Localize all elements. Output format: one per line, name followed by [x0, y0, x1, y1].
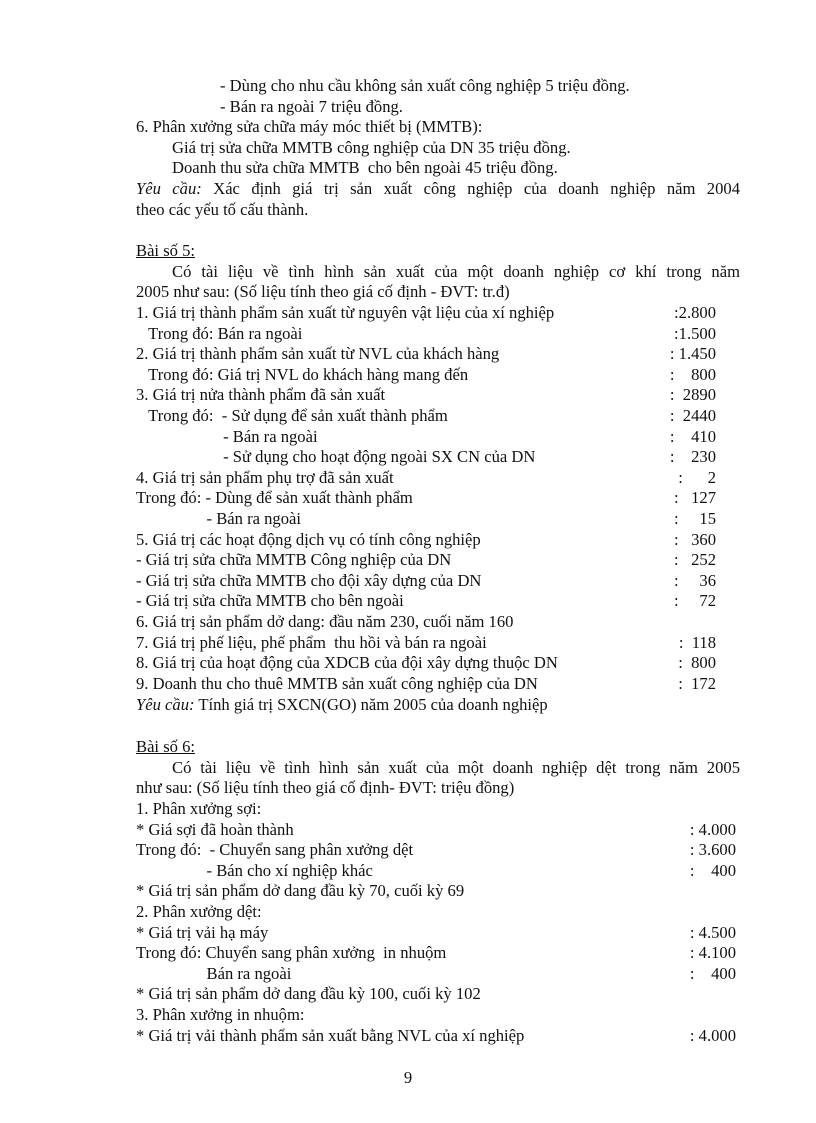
row-value: : 252: [674, 550, 716, 570]
row-label: - Giá trị sửa chữa MMTB cho bên ngoài: [136, 591, 404, 611]
row-label: 5. Giá trị các hoạt động dịch vụ có tính công nghiệp: [136, 529, 481, 549]
row-value: : 172: [678, 673, 716, 693]
text-line: Giá trị sửa chữa MMTB công nghiệp của DN 35 triệu đồng.: [172, 138, 571, 157]
row-value: : 360: [674, 529, 716, 549]
row-label: Bán ra ngoài: [136, 963, 292, 983]
exercise-5-intro: 2005 như sau: (Số liệu tính theo giá cố định - ĐVT: tr.đ): [136, 282, 510, 301]
row-label: - Sử dụng cho hoạt động ngoài SX CN của DN: [136, 447, 536, 467]
requirement-line: [136, 179, 740, 200]
row-value: : 127: [674, 488, 716, 508]
row-value: :2.800: [674, 303, 716, 322]
row-label: 4. Giá trị sản phẩm phụ trợ đã sản xuất: [136, 467, 394, 487]
requirement-text: Xác định giá trị sản xuất công nghiệp của doanh nghiệp năm 2004: [201, 179, 740, 198]
row-label: Trong đó: Giá trị NVL do khách hàng mang đến: [136, 364, 469, 384]
requirement-label: Yêu cầu:: [136, 179, 202, 198]
row-label: Trong đó: - Dùng để sản xuất thành phẩm: [136, 488, 413, 508]
row-value: : 410: [669, 426, 716, 446]
text-line: - Bán ra ngoài 7 triệu đồng.: [220, 97, 403, 116]
row-label: 7. Giá trị phế liệu, phế phẩm thu hồi và bán ra ngoài: [136, 632, 487, 652]
row-label: 2. Giá trị thành phẩm sản xuất từ NVL của khách hàng: [136, 344, 500, 364]
requirement-text: Tính giá trị SXCN(GO) năm 2005 của doanh nghiệp: [194, 695, 548, 714]
text-line: - Dùng cho nhu cầu không sản xuất công nghiệp 5 triệu đồng.: [220, 76, 630, 95]
row-value: : 1.450: [669, 344, 716, 364]
row-label: - Giá trị sửa chữa MMTB Công nghiệp của DN: [136, 550, 452, 570]
row-value: : 2890: [669, 385, 716, 405]
row-label: 2. Phân xưởng dệt:: [136, 902, 262, 921]
row-value: :1.500: [674, 323, 716, 343]
row-label: 1. Phân xưởng sợi:: [136, 799, 262, 818]
row-value: : 2: [678, 467, 716, 487]
row-value: : 118: [678, 632, 716, 652]
row-value: : 4.000: [689, 1025, 736, 1045]
row-label: - Bán cho xí nghiệp khác: [136, 860, 373, 880]
row-value: : 400: [689, 860, 736, 880]
exercise-5-requirement: [136, 695, 548, 716]
row-value: : 36: [674, 570, 716, 590]
row-label: 6. Giá trị sản phẩm dở dang: đầu năm 230, cuối năm 160: [136, 612, 514, 631]
row-label: - Giá trị sửa chữa MMTB cho đội xây dựng của DN: [136, 570, 482, 590]
text-line: theo các yếu tố cấu thành.: [136, 200, 309, 219]
row-value: : 4.000: [689, 819, 736, 839]
row-label: * Giá trị vải hạ máy: [136, 922, 269, 942]
row-label: Trong đó: Chuyển sang phân xưởng in nhuộm: [136, 943, 447, 963]
exercise-6-intro: Có tài liệu về tình hình sản xuất của một doanh nghiệp dệt trong năm 2005: [172, 758, 740, 777]
row-label: * Giá trị vải thành phẩm sản xuất bằng NVL của xí nghiệp: [136, 1025, 525, 1045]
row-label: 9. Doanh thu cho thuê MMTB sản xuất công nghiệp của DN: [136, 673, 538, 693]
row-label: - Bán ra ngoài: [136, 426, 318, 446]
exercise-5-title: Bài số 5:: [136, 241, 196, 260]
exercise-5-intro: Có tài liệu về tình hình sản xuất của một doanh nghiệp cơ khí trong năm: [172, 262, 740, 281]
row-value: : 2440: [669, 406, 716, 425]
row-label: Trong đó: Bán ra ngoài: [136, 323, 303, 343]
row-value: : 4.100: [689, 943, 736, 963]
row-label: Trong đó: - Chuyển sang phân xưởng dệt: [136, 840, 414, 860]
text-line: 6. Phân xưởng sửa chữa máy móc thiết bị (MMTB):: [136, 117, 483, 136]
row-value: : 400: [689, 963, 736, 983]
exercise-6-title: Bài số 6:: [136, 737, 196, 756]
row-label: * Giá sợi đã hoàn thành: [136, 819, 294, 839]
row-value: : 230: [669, 447, 716, 467]
row-value: : 72: [674, 591, 716, 611]
row-label: 8. Giá trị của hoạt động của XDCB của đội xây dựng thuộc DN: [136, 653, 558, 673]
row-label: 3. Giá trị nửa thành phẩm đã sản xuất: [136, 385, 386, 405]
row-label: - Bán ra ngoài: [136, 509, 301, 528]
row-label: * Giá trị sản phẩm dở dang đầu kỳ 100, cuối kỳ 102: [136, 984, 481, 1004]
row-label: Trong đó: - Sử dụng để sản xuất thành phẩm: [136, 406, 448, 425]
row-label: 1. Giá trị thành phẩm sản xuất từ nguyên vật liệu của xí nghiệp: [136, 303, 555, 322]
requirement-label: Yêu cầu:: [136, 695, 195, 714]
row-value: : 800: [669, 364, 716, 384]
row-label: * Giá trị sản phẩm dở dang đầu kỳ 70, cuối kỳ 69: [136, 881, 465, 901]
row-value: : 4.500: [689, 922, 736, 942]
page-number: 9: [403, 1068, 413, 1087]
row-value: : 800: [678, 653, 716, 673]
text-line: Doanh thu sửa chữa MMTB cho bên ngoài 45 triệu đồng.: [172, 158, 558, 177]
exercise-6-intro: như sau: (Số liệu tính theo giá cố định- ĐVT: triệu đồng): [136, 778, 515, 797]
row-value: : 15: [674, 509, 716, 528]
row-label: 3. Phân xưởng in nhuộm:: [136, 1005, 305, 1024]
row-value: : 3.600: [689, 840, 736, 860]
